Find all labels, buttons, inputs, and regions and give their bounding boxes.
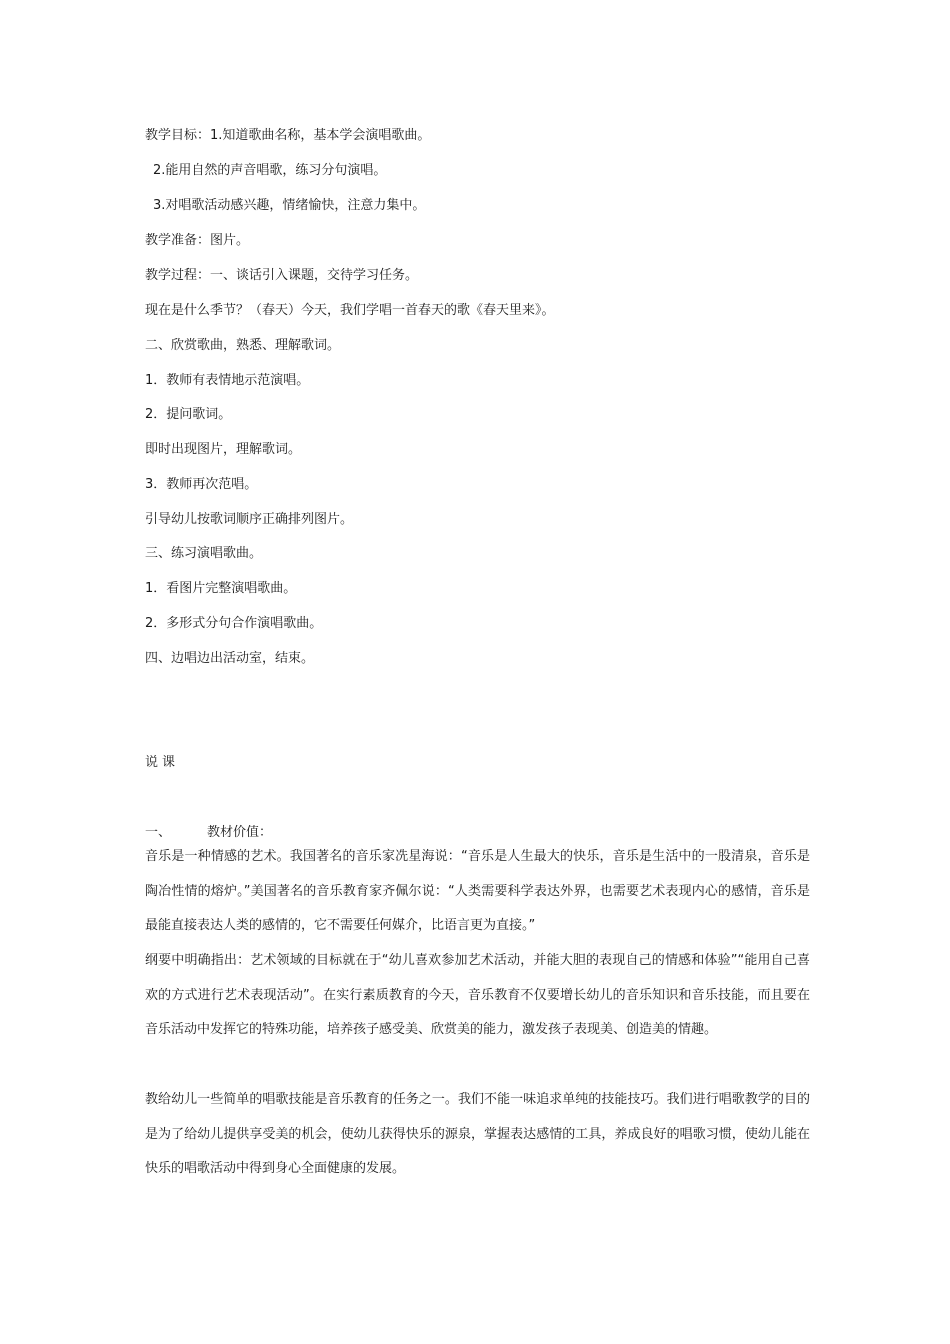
teaching-process: 教学过程：一、谈话引入课题，交待学习任务。	[145, 268, 419, 283]
step-2-3-note: 引导幼儿按歌词顺序正确排列图片。	[145, 512, 354, 527]
teaching-goal-1: 教学目标：1.知道歌曲名称，基本学会演唱歌曲。	[145, 128, 431, 143]
step-3-2: 2．多形式分句合作演唱歌曲。	[145, 616, 323, 631]
talk-title: 说课	[145, 755, 180, 770]
talk-paragraph-1: 音乐是一种情感的艺术。我国著名的音乐家冼星海说：“音乐是人生最大的快乐，音乐是生活中的一股清泉，音乐是陶冶性情的熔炉。”美国著名的音乐教育家齐佩尔说：“人类需要科学表达外界，也需要艺术表现内心的感情，音乐是最能直接表达人类的感情的，它不需要任何媒介，比语言更为直接。”	[145, 849, 810, 934]
step-2-2: 2．提问歌词。	[145, 407, 232, 422]
talk-section-1-number: 一、	[145, 825, 172, 840]
teaching-preparation: 教学准备：图片。	[145, 233, 250, 248]
talk-paragraph-2: 纲要中明确指出：艺术领域的目标就在于“幼儿喜欢参加艺术活动，并能大胆的表现自己的情感和体验”“能用自己喜欢的方式进行艺术表现活动”。在实行素质教育的今天，音乐教育不仅要增长幼儿的音乐知识和音乐技能，而且要在音乐活动中发挥它的特殊功能，培养孩子感受美、欣赏美的能力，激发孩子表现美、创造美的情趣。	[145, 953, 810, 1038]
intro-question: 现在是什么季节？（春天）今天，我们学唱一首春天的歌《春天里来》。	[145, 303, 555, 318]
section-3-heading: 三、练习演唱歌曲。	[145, 546, 263, 561]
step-3-1: 1．看图片完整演唱歌曲。	[145, 581, 297, 596]
teaching-goal-2: 2.能用自然的声音唱歌，练习分句演唱。	[153, 163, 387, 178]
talk-section-1-title: 教材价值：	[207, 825, 273, 840]
section-2-heading: 二、欣赏歌曲，熟悉、理解歌词。	[145, 338, 341, 353]
step-2-2-note: 即时出现图片，理解歌词。	[145, 442, 302, 457]
step-2-1: 1．教师有表情地示范演唱。	[145, 373, 310, 388]
section-4-heading: 四、边唱边出活动室，结束。	[145, 651, 315, 666]
step-2-3: 3．教师再次范唱。	[145, 477, 258, 492]
teaching-goal-3: 3.对唱歌活动感兴趣，情绪愉快，注意力集中。	[153, 198, 426, 213]
talk-paragraph-3: 教给幼儿一些简单的唱歌技能是音乐教育的任务之一。我们不能一味追求单纯的技能技巧。我们进行唱歌教学的目的是为了给幼儿提供享受美的机会，使幼儿获得快乐的源泉，掌握表达感情的工具，养成良好的唱歌习惯，使幼儿能在快乐的唱歌活动中得到身心全面健康的发展。	[145, 1092, 810, 1177]
